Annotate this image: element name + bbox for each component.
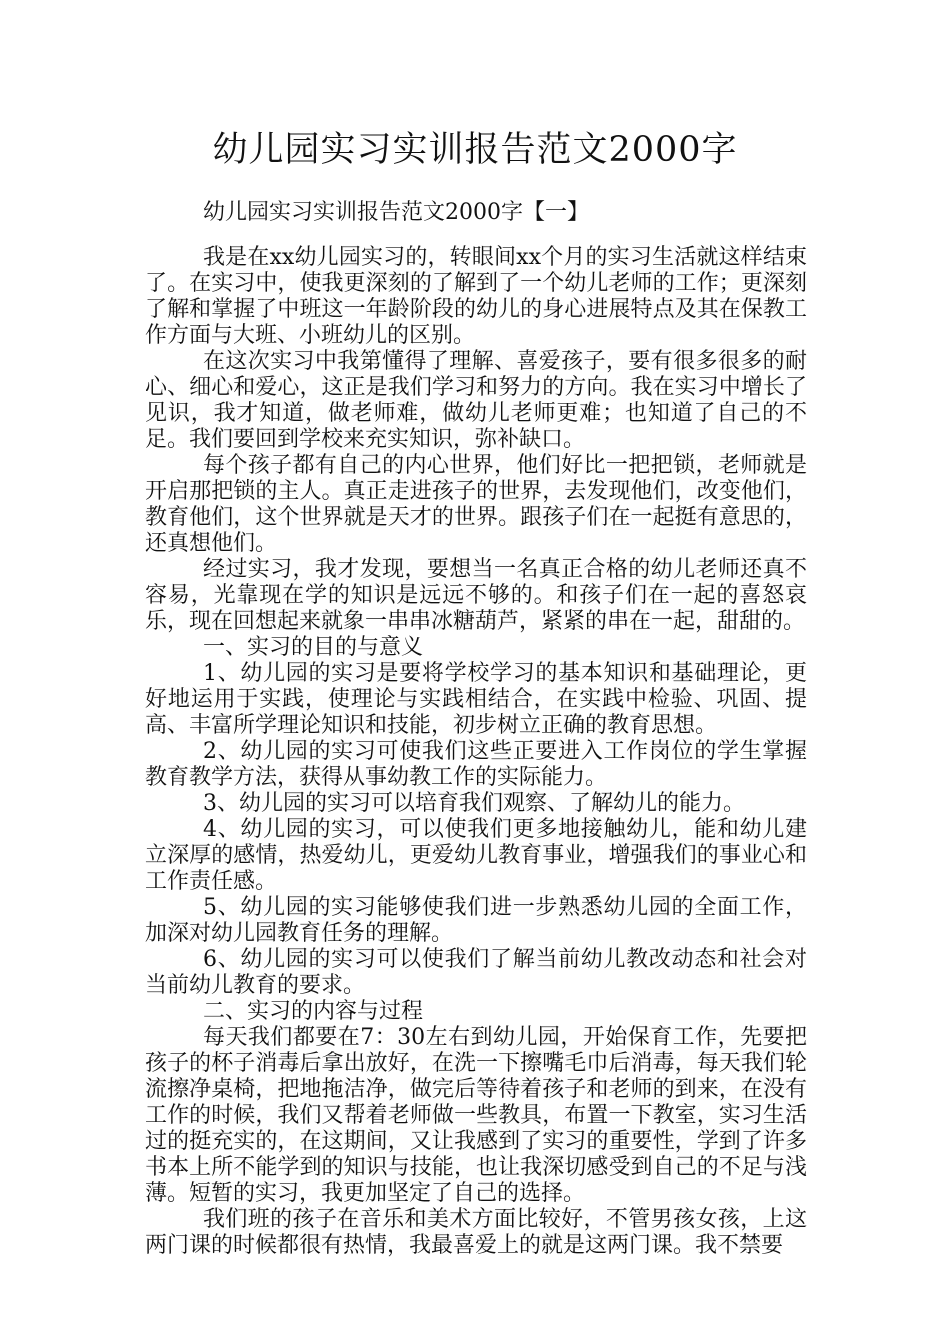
paragraph-reflection: 经过实习，我才发现，要想当一名真正合格的幼儿老师还真不容易，光靠现在学的知识是远远不够的。和孩子们在一起的喜怒哀乐，现在回想起来就象一串串冰糖葫芦，紧紧的串在一起，甜甜的。 bbox=[145, 557, 807, 634]
paragraph-class-interests: 我们班的孩子在音乐和美术方面比较好，不管男孩女孩，上这两门课的时候都很有热情，我最喜爱上的就是这两门课。我不禁要 bbox=[145, 1207, 807, 1258]
list-item-purpose-1: 1、幼儿园的实习是要将学校学习的基本知识和基础理论，更好地运用于实践，使理论与实践相结合，在实践中检验、巩固、提高、丰富所学理论知识和技能，初步树立正确的教育思想。 bbox=[145, 661, 807, 738]
paragraph-inner-world: 每个孩子都有自己的内心世界，他们好比一把把锁，老师就是开启那把锁的主人。真正走进孩子的世界，去发现他们，改变他们，教育他们，这个世界就是天才的世界。跟孩子们在一起挺有意思的，还真想他们。 bbox=[145, 453, 807, 556]
list-item-purpose-6: 6、幼儿园的实习可以使我们了解当前幼儿教改动态和社会对当前幼儿教育的要求。 bbox=[145, 947, 807, 998]
list-item-purpose-4: 4、幼儿园的实习，可以使我们更多地接触幼儿，能和幼儿建立深厚的感情，热爱幼儿，更爱幼儿教育事业，增强我们的事业心和工作责任感。 bbox=[145, 817, 807, 894]
paragraph-understanding: 在这次实习中我第懂得了理解、喜爱孩子，要有很多很多的耐心、细心和爱心，这正是我们学习和努力的方向。我在实习中增长了见识，我才知道，做老师难，做幼儿老师更难；也知道了自己的不足。我们要回到学校来充实知识，弥补缺口。 bbox=[145, 349, 807, 452]
paragraph-intro: 我是在xx幼儿园实习的，转眼间xx个月的实习生活就这样结束了。在实习中，使我更深刻的了解到了一个幼儿老师的工作；更深刻了解和掌握了中班这一年龄阶段的幼儿的身心进展特点及其在保教工作方面与大班、小班幼儿的区别。 bbox=[145, 245, 807, 348]
document-title: 幼儿园实习实训报告范文2000字 bbox=[212, 130, 738, 170]
list-item-purpose-2: 2、幼儿园的实习可使我们这些正要进入工作岗位的学生掌握教育教学方法，获得从事幼教工作的实际能力。 bbox=[145, 739, 807, 790]
list-item-purpose-5: 5、幼儿园的实习能够使我们进一步熟悉幼儿园的全面工作，加深对幼儿园教育任务的理解。 bbox=[145, 895, 807, 946]
section-heading-process: 二、实习的内容与过程 bbox=[203, 999, 424, 1024]
document-subtitle: 幼儿园实习实训报告范文2000字【一】 bbox=[203, 200, 589, 225]
list-item-purpose-3: 3、幼儿园的实习可以培育我们观察、了解幼儿的能力。 bbox=[203, 791, 745, 816]
section-heading-purpose: 一、实习的目的与意义 bbox=[203, 635, 424, 660]
paragraph-daily-routine: 每天我们都要在7：30左右到幼儿园，开始保育工作，先要把孩子的杯子消毒后拿出放好，在洗一下擦嘴毛巾后消毒，每天我们轮流擦净桌椅，把地拖洁净，做完后等待着孩子和老师的到来，在没有工作的时候，我们又帮着老师做一些教具，布置一下教室，实习生活过的挺充实的，在这期间，又让我感到了实习的重要性，学到了许多书本上所不能学到的知识与技能，也让我深切感受到自己的不足与浅薄。短暂的实习，我更加坚定了自己的选择。 bbox=[145, 1025, 807, 1206]
document-body bbox=[145, 245, 807, 1259]
